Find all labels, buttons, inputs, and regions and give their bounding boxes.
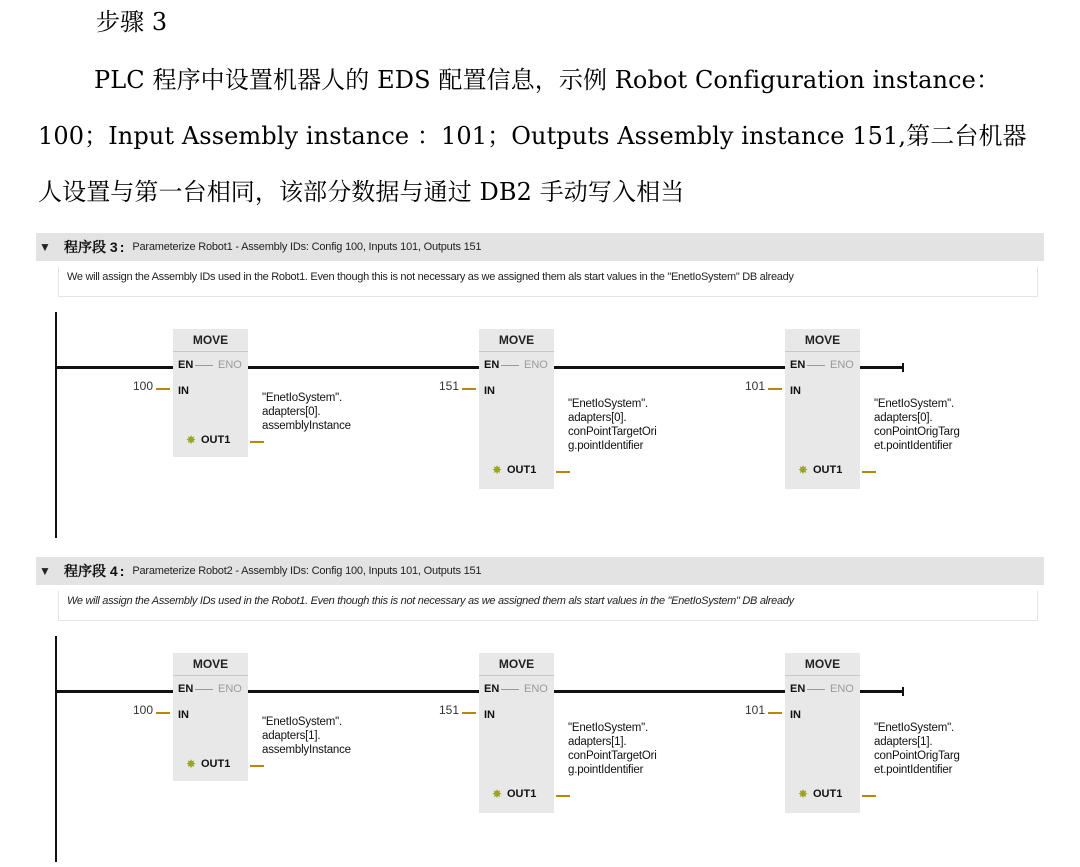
rung-wire bbox=[860, 366, 904, 369]
output-wire bbox=[862, 471, 876, 473]
pin-dash bbox=[807, 689, 825, 690]
operand-line: assemblyInstance bbox=[262, 744, 351, 756]
network-header[interactable] bbox=[36, 557, 1044, 585]
input-wire bbox=[462, 388, 476, 390]
pin-dash bbox=[501, 365, 519, 366]
operand-line: adapters[1]. bbox=[874, 736, 933, 748]
pin-dash bbox=[195, 365, 213, 366]
pin-en: EN bbox=[178, 359, 194, 371]
network-label-colon: : bbox=[119, 563, 125, 579]
network-comment[interactable]: We will assign the Assembly IDs used in the Robot1. Even though this is not necessary as we assigned them als start values in the "EnetIoSystem" DB already bbox=[58, 591, 1038, 621]
operand-line: "EnetIoSystem". bbox=[568, 722, 648, 734]
output-wire bbox=[250, 765, 264, 767]
collapse-triangle-icon[interactable]: ▼ bbox=[39, 240, 51, 254]
output-wire bbox=[862, 795, 876, 797]
output-pin-icon: ✸ bbox=[186, 757, 197, 771]
rung-wire bbox=[554, 366, 785, 369]
operand-line: et.pointIdentifier bbox=[874, 440, 953, 452]
input-value[interactable]: 151 bbox=[438, 379, 459, 393]
rung-wire bbox=[248, 366, 479, 369]
pin-en: EN bbox=[484, 359, 500, 371]
pin-dash bbox=[501, 689, 519, 690]
input-value[interactable]: 100 bbox=[132, 703, 153, 717]
pin-dash bbox=[195, 689, 213, 690]
input-wire bbox=[462, 712, 476, 714]
pin-eno: ENO bbox=[830, 683, 854, 695]
input-value[interactable]: 101 bbox=[744, 703, 765, 717]
move-block[interactable] bbox=[173, 653, 248, 781]
operand-line: conPointTargetOri bbox=[568, 426, 657, 438]
output-pin-icon: ✸ bbox=[798, 463, 809, 477]
input-wire bbox=[156, 388, 170, 390]
block-title: MOVE bbox=[785, 329, 860, 352]
pin-out: OUT1 bbox=[201, 758, 231, 770]
network-4 bbox=[36, 557, 1044, 801]
pin-in: IN bbox=[178, 709, 189, 721]
power-rail bbox=[55, 312, 57, 538]
input-wire bbox=[768, 388, 782, 390]
operand-line: conPointTargetOri bbox=[568, 750, 657, 762]
network-3 bbox=[36, 233, 1044, 477]
output-operand[interactable] bbox=[262, 391, 358, 433]
operand-line: g.pointIdentifier bbox=[568, 764, 644, 776]
move-block[interactable] bbox=[785, 653, 860, 813]
pin-en: EN bbox=[790, 683, 806, 695]
operand-line: "EnetIoSystem". bbox=[568, 398, 648, 410]
output-operand[interactable] bbox=[568, 397, 664, 453]
pin-en: EN bbox=[484, 683, 500, 695]
operand-line: adapters[0]. bbox=[568, 412, 627, 424]
network-header[interactable] bbox=[36, 233, 1044, 261]
output-pin-icon: ✸ bbox=[492, 787, 503, 801]
network-label-colon: : bbox=[119, 239, 125, 255]
move-block[interactable] bbox=[173, 329, 248, 457]
paragraph-line-3: 人设置与第一台相同，该部分数据与通过 DB2 手动写入相当 bbox=[38, 178, 685, 206]
paragraph-line-1: PLC 程序中设置机器人的 EDS 配置信息，示例 Robot Configuration instance： bbox=[94, 66, 1001, 94]
step-title: 步骤 3 bbox=[96, 8, 168, 36]
block-title: MOVE bbox=[173, 329, 248, 352]
output-wire bbox=[556, 471, 570, 473]
operand-line: g.pointIdentifier bbox=[568, 440, 644, 452]
operand-line: "EnetIoSystem". bbox=[262, 716, 342, 728]
output-pin-icon: ✸ bbox=[186, 433, 197, 447]
pin-out: OUT1 bbox=[201, 434, 231, 446]
operand-line: adapters[0]. bbox=[874, 412, 933, 424]
rung-wire bbox=[57, 690, 173, 693]
operand-line: conPointOrigTarg bbox=[874, 750, 960, 762]
pin-en: EN bbox=[178, 683, 194, 695]
operand-line: assemblyInstance bbox=[262, 420, 351, 432]
input-value[interactable]: 151 bbox=[438, 703, 459, 717]
network-title: Parameterize Robot2 - Assembly IDs: Config 100, Inputs 101, Outputs 151 bbox=[132, 565, 482, 577]
network-label: 程序段 4 bbox=[64, 563, 118, 579]
move-block[interactable] bbox=[479, 653, 554, 813]
input-wire bbox=[156, 712, 170, 714]
input-value[interactable]: 100 bbox=[132, 379, 153, 393]
rung-wire bbox=[554, 690, 785, 693]
pin-eno: ENO bbox=[830, 359, 854, 371]
pin-out: OUT1 bbox=[813, 464, 843, 476]
pin-en: EN bbox=[790, 359, 806, 371]
output-wire bbox=[556, 795, 570, 797]
rung-end bbox=[902, 687, 904, 696]
pin-out: OUT1 bbox=[813, 788, 843, 800]
output-operand[interactable] bbox=[262, 715, 358, 757]
operand-line: conPointOrigTarg bbox=[874, 426, 960, 438]
pin-out: OUT1 bbox=[507, 788, 537, 800]
pin-in: IN bbox=[178, 385, 189, 397]
pin-eno: ENO bbox=[524, 359, 548, 371]
pin-eno: ENO bbox=[524, 683, 548, 695]
operand-line: "EnetIoSystem". bbox=[874, 722, 954, 734]
pin-eno: ENO bbox=[218, 683, 242, 695]
block-title: MOVE bbox=[173, 653, 248, 676]
operand-line: et.pointIdentifier bbox=[874, 764, 953, 776]
output-wire bbox=[250, 441, 264, 443]
pin-in: IN bbox=[790, 385, 801, 397]
block-title: MOVE bbox=[479, 653, 554, 676]
output-pin-icon: ✸ bbox=[798, 787, 809, 801]
pin-in: IN bbox=[790, 709, 801, 721]
output-pin-icon: ✸ bbox=[492, 463, 503, 477]
operand-line: "EnetIoSystem". bbox=[874, 398, 954, 410]
network-title: Parameterize Robot1 - Assembly IDs: Config 100, Inputs 101, Outputs 151 bbox=[132, 241, 482, 253]
network-label: 程序段 3 bbox=[64, 239, 118, 255]
input-wire bbox=[768, 712, 782, 714]
pin-out: OUT1 bbox=[507, 464, 537, 476]
output-operand[interactable] bbox=[874, 721, 970, 777]
operand-line: adapters[0]. bbox=[262, 406, 321, 418]
block-title: MOVE bbox=[479, 329, 554, 352]
move-block[interactable] bbox=[479, 329, 554, 489]
rung-wire bbox=[860, 690, 904, 693]
network-comment[interactable]: We will assign the Assembly IDs used in the Robot1. Even though this is not necessary as we assigned them als start values in the "EnetIoSystem" DB already bbox=[58, 267, 1038, 297]
rung-end bbox=[902, 363, 904, 372]
pin-dash bbox=[807, 365, 825, 366]
collapse-triangle-icon[interactable]: ▼ bbox=[39, 564, 51, 578]
operand-line: adapters[1]. bbox=[568, 736, 627, 748]
output-operand[interactable] bbox=[874, 397, 970, 453]
block-title: MOVE bbox=[785, 653, 860, 676]
move-block[interactable] bbox=[785, 329, 860, 489]
pin-in: IN bbox=[484, 709, 495, 721]
operand-line: adapters[1]. bbox=[262, 730, 321, 742]
pin-eno: ENO bbox=[218, 359, 242, 371]
operand-line: "EnetIoSystem". bbox=[262, 392, 342, 404]
power-rail bbox=[55, 636, 57, 862]
pin-in: IN bbox=[484, 385, 495, 397]
input-value[interactable]: 101 bbox=[744, 379, 765, 393]
rung-wire bbox=[57, 366, 173, 369]
paragraph-line-2: 100；Input Assembly instance ：101；Outputs Assembly instance 151,第二台机器 bbox=[38, 122, 1027, 150]
output-operand[interactable] bbox=[568, 721, 664, 777]
rung-wire bbox=[248, 690, 479, 693]
